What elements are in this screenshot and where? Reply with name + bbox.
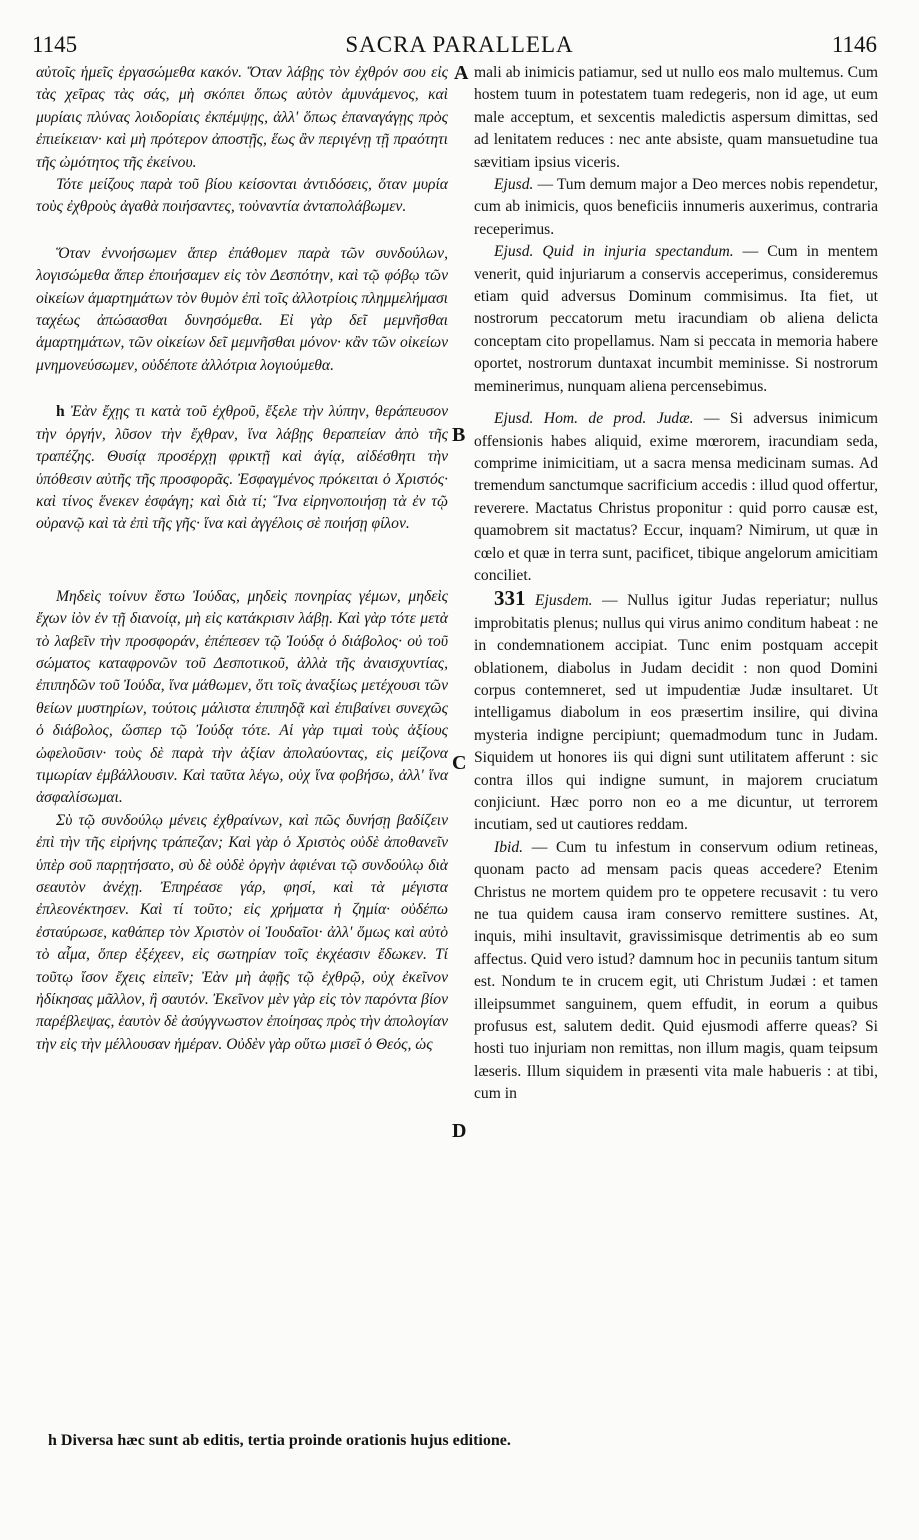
running-header	[28, 32, 891, 60]
left-page-number: 1145	[32, 32, 78, 57]
margin-letter: D	[452, 1120, 467, 1142]
section-label: Ibid.	[494, 838, 524, 856]
footnote-text: Diversa hæc sunt ab editis, tertia proinde orationis hujus editione.	[56, 1432, 511, 1449]
section-number: 331	[494, 586, 526, 611]
greek-paragraph: Σὺ τῷ συνδούλῳ μένεις ἐχθραίνων, καὶ πῶς δυνήσῃ βαδίζειν ἐπὶ τὴν τῆς εἰρήνης τράπεζαν; Καὶ γὰρ ὁ Χριστὸς οὐδὲ ἀποθανεῖν ὑπὲρ σοῦ παρῃτήσατο, σὺ δὲ οὐδὲ ὀργὴν ἀφιέναι τῷ συνδούλῳ διὰ σεαυτὸν ἀνέχῃ. Ἐπηρέασε γάρ, φησί, καὶ τὰ μέγιστα ἐπλεονέκτησεν. Καὶ τί τοῦτο; εἰς χρήματα ἡ ζημία· οὐδέπω ἐσταύρωσε, καθάπερ τὸν Χριστὸν οἱ Ἰουδαῖοι· ἀλλ' ὅμως καὶ αὐτὸ τὸ αἷμα, ὅπερ ἐξέχεεν, εἰς σωτηρίαν τοῖς ἐκχέασιν ἔδωκεν. Τί τοῦτῳ ἴσον ἔχεις εἰπεῖν; Ἐὰν μὴ ἀφῇς τῷ ἐχθρῷ, οὐχ ἐκεῖνον ἠδίκησας μᾶλλον, ἢ σαυτόν. Ἐκεῖνον μὲν γὰρ εἰς τὸν παρόντα βίον παρέβλεψας, ἑαυτὸν δὲ ἀσύγγνωστον ἐποίησας πρὸς τὴν ἀπολογίαν τὴν εἰς τὴν μέλλουσαν ἡμέραν. Οὐδὲν γὰρ οὕτω μισεῖ ὁ Θεός, ὡς	[36, 811, 448, 1053]
footnote-marker: h	[48, 1432, 57, 1449]
running-title: SACRA PARALLELA	[345, 32, 574, 57]
section-label: Ejusd. Quid in injuria spectandum.	[494, 243, 734, 261]
latin-paragraph: — Si adversus inimicum offensionis habes aliquid, exime mœrorem, iracundiam seda, comprime inimicitiam, ut a sacra mensa medicinam sumas. Ad tremendum sanctumque sacrificium accedis : illud quod offertur, reverere. Mactatus Christus proponitur : quid porro causæ est, quamobrem sit mactatus? Eccur, inquam? Nimirum, ut quæ in cœlo et quæ in terra sunt, pacificet, tibique angelorum amicitiam conciliet.	[474, 410, 879, 584]
latin-paragraph: — Cum in mentem venerit, quid injuriarum a conservis acceperimus, consideremus etiam quid adversus Dominum commisimus. Ita fiet, ut nostrorum peccatorum metu iracundiam ob aliena delicta conceptam cito propellamus. Nam si peccata in memoria habere oportet, nostrorum duntaxat incumbit meminisse. Si nostrorum meminerimus, nunquam aliena percensebimus.	[474, 243, 878, 395]
right-page-number: 1146	[831, 32, 877, 57]
latin-paragraph: mali ab inimicis patiamur, sed ut nullo eos malo multemus. Cum hostem tuum in potestatem tuam redegeris, non id age, ut eum male acceptum, et sexcentis maledictis aspersum dimittas, sed ad lenitatem reduces : nec ante absiste, quam mansuetudine tua sævitiam ipsius viceris.	[474, 64, 878, 171]
greek-paragraph: αὐτοῖς ἡμεῖς ἐργασώμεθα κακόν. Ὅταν λάβῃς τὸν ἐχθρόν σου εἰς τὰς χεῖρας τὰς σάς, μὴ σκόπει ὅπως αὐτὸν ἀμυνάμενος, καὶ μυρίαις πλύνας λοιδορίαις ἐκπέμψῃς, ἀλλ' ὅπως ἐπαναγάγῃς πρὸς ἐπιείκειαν· καὶ μὴ πρότερον ἀποστῇς, ἕως ἂν περιγένῃ τῇ πραότητι τῆς ὠμότητος τῆς ἐκείνου.	[36, 64, 448, 171]
latin-paragraph: — Cum tu infestum in conservum odium retineas, quonam pacto ad mensam pacis queas accedere? Etenim Christus ne mortem quidem pro te oppetere recusavit : tu vero ne tua quidem causa iram conservo remittere sustines. At, inquis, mihi insultavit, gravissimisque detrimentis ab eo sum affectus. Quid vero istud? damnum hoc in pecuniis tantum situm est. Nondum te in crucem egit, uti Christum Judæi : et tamen illeipsummet sanguinem, quem effudit, in eorum a quibus profusus est, salutem dedit. Quid ejusmodi afferre queas? Si hosti tuo injuriam non remittas, non illum magis, quam teipsum læseris. Illum siquidem in præsenti vita male habueris : at tibi, cum in	[474, 838, 878, 1103]
section-label: Ejusdem.	[534, 592, 593, 610]
section-label: Ejusd.	[494, 176, 534, 194]
section-label: Ejusd. Hom. de prod. Judæ.	[494, 410, 694, 428]
margin-letter: A	[454, 62, 469, 84]
latin-column	[474, 62, 878, 1106]
greek-column	[36, 62, 448, 1056]
latin-paragraph: — Nullus igitur Judas reperiatur; nullus improbitatis plenus; nullus qui virus animo conditum habeat : ne in condemnationem accipiat. Tunc enim postquam accepit oblationem, diabolus in Judam decidit : non quod Domini corpus contemneret, sed ut impudentiæ Judæ insultaret. Ut intelligamus diabolum in eos præsertim insilire, qui divina mysteria indigne percipiunt; quemadmodum tunc in Judam. Siquidem ut honores iis qui digni sunt utilitatem afferunt : sic contra illos qui indigne sumunt, in majorem cruciatum conjiciunt. Hæc porro non eo a me dicuntur, ut terrorem incutiam, sed ut cautiores reddam.	[474, 592, 878, 834]
margin-letter: B	[452, 424, 466, 446]
footnote-marker: h	[56, 403, 65, 421]
greek-paragraph: Τότε μείζους παρὰ τοῦ βίου κείσονται ἀντιδόσεις, ὅταν μυρία τοὺς ἐχθροὺς ἀγαθὰ ποιήσαντες, τοὐναντία ἀνταπολάβωμεν.	[36, 176, 448, 216]
margin-letter: C	[452, 752, 467, 774]
greek-paragraph: Μηδεὶς τοίνυν ἔστω Ἰούδας, μηδεὶς πονηρίας γέμων, μηδεὶς ἔχων ἰὸν ἐν τῇ διανοίᾳ, μὴ εἰς κατάκρισιν λάβῃ. Καὶ γὰρ τότε μετὰ τὸ λαβεῖν τὴν προσφοράν, ἐπέπεσεν τῷ Ἰούδᾳ ὁ διάβολος· οὐ τοῦ σώματος καταφρονῶν τοῦ Δεσποτικοῦ, ἀλλὰ τῆς ἀναισχυντίας, ἐπιπηδῶν τοῦ Ἰούδα, ἵνα μάθωμεν, ὅτι τοῖς ἀναξίως μετέχουσι τῶν θείων μυστηρίων, τούτοις μάλιστα ἐπιπηδᾷ καὶ ἐπιβαίνει συνεχῶς ὁ διάβολος, ὥσπερ τῷ Ἰούδᾳ τότε. Αἱ γὰρ τιμαὶ τοὺς ἀξίους ὠφελοῦσιν· τοὺς δὲ παρὰ τὴν ἀξίαν ἀπολαύοντας, εἰς μείζονα τιμωρίαν ἐμβάλλουσιν. Καὶ ταῦτα λέγω, οὐχ ἵνα φοβήσω, ἀλλ' ἵνα ἀσφαλίσωμαι.	[36, 587, 448, 807]
footnote	[48, 1432, 888, 1450]
greek-paragraph: Ὅταν ἐννοήσωμεν ἅπερ ἐπάθομεν παρὰ τῶν συνδούλων, λογισώμεθα ἅπερ ἐποιήσαμεν εἰς τὸν Δεσπότην, καὶ τῷ φόβῳ τῶν οἰκείων ἁμαρτημάτων τὸν θυμὸν ἐπὶ τοῖς ἀλλοτρίοις πλημμελήμασι ταχέως ἀπώσασθαι δυνησόμεθα. Εἰ γὰρ δεῖ μεμνῆσθαι ἁμαρτημάτων, τῶν οἰκείων δεῖ μεμνῆσθαι μόνον· κἂν τῶν οἰκείων μνημονεύσωμεν, οὐδέποτε ἀλλότρια λογιούμεθα.	[36, 244, 448, 374]
latin-paragraph: — Tum demum major a Deo merces nobis rependetur, cum ab inimicis, quos beneficiis innumeris auxerimus, contraria receperimus.	[474, 176, 878, 238]
greek-paragraph: Ἐὰν ἔχῃς τι κατὰ τοῦ ἐχθροῦ, ἔξελε τὴν λύπην, θεράπευσον τὴν ὀργήν, λῦσον τὴν ἔχθραν, ἵνα λάβῃς θεραπείαν ἀπὸ τῆς τραπέζης. Θυσίᾳ προσέρχῃ φρικτῇ καὶ ἁγίᾳ, αἰδέσθητι τὴν ὑπόθεσιν αὐτῆς τῆς προσφορᾶς. Ἐσφαγμένος πρόκειται ὁ Χριστός· καὶ τίνος ἕνεκεν ἐσφάγη; καὶ διὰ τί; Ἵνα εἰρηνοποιήσῃ τὰ ἐν τῷ οὐρανῷ καὶ τὰ ἐπὶ τῆς γῆς· ἵνα καὶ ἀγγέλοις σὲ ποιήσῃ φίλον.	[36, 403, 448, 533]
